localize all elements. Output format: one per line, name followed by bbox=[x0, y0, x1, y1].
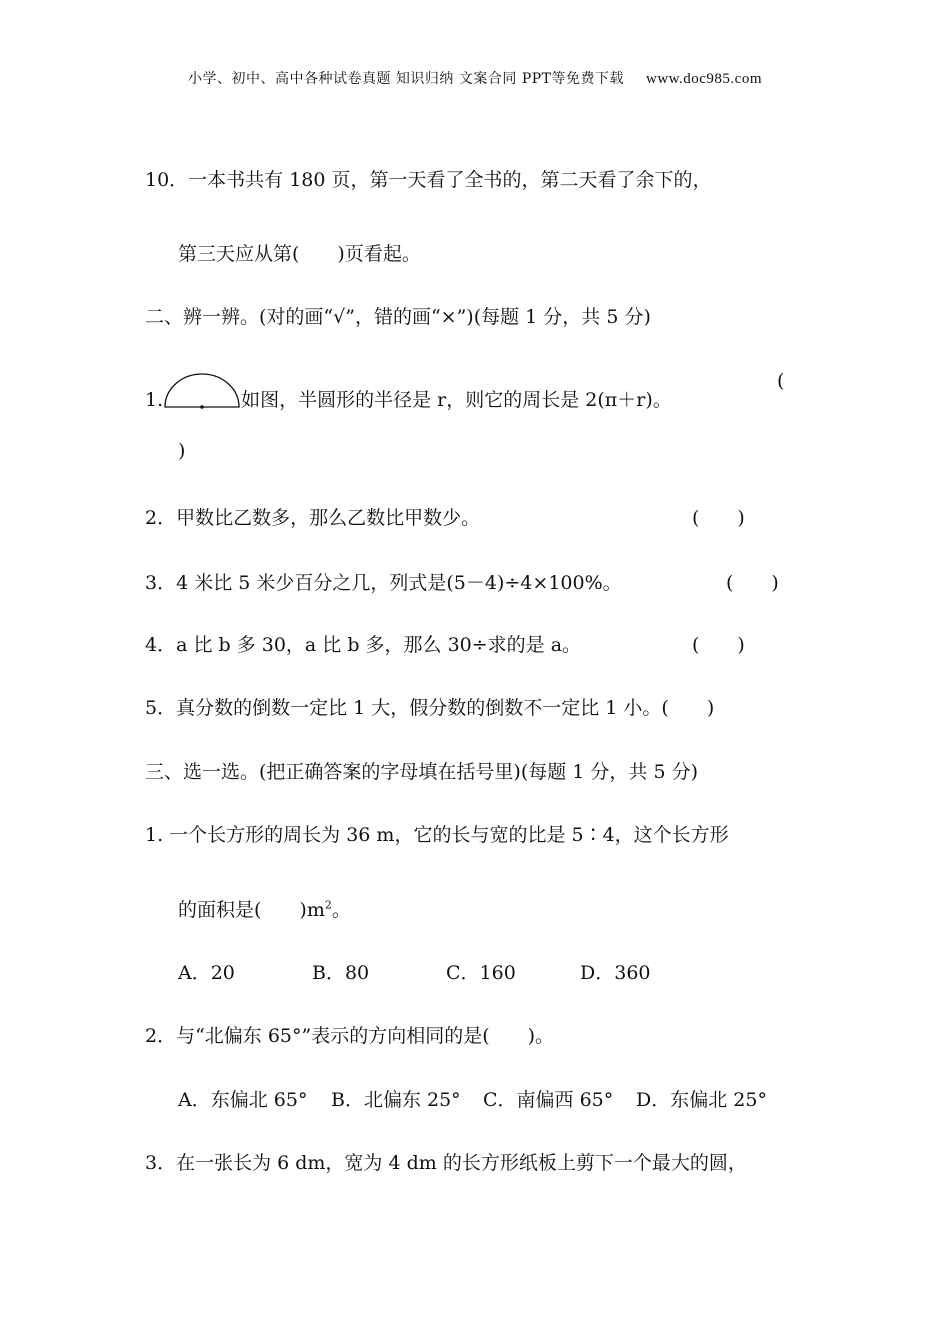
s2-q5: 5．真分数的倒数一定比 1 大，假分数的倒数不一定比 1 小。( ) bbox=[145, 697, 715, 719]
s2-q2: 2．甲数比乙数多，那么乙数比甲数少。 bbox=[145, 507, 481, 529]
s3-q1-line2 bbox=[178, 895, 351, 922]
s3-q3: 3．在一张长为 6 dm，宽为 4 dm 的长方形纸板上剪下一个最大的圆， bbox=[145, 1152, 747, 1174]
s2-q1-open-paren: ( bbox=[777, 370, 785, 392]
s2-q1 bbox=[145, 370, 672, 412]
s3-q1-option-a: A．20 bbox=[178, 962, 235, 984]
q10-line2: 第三天应从第( )页看起。 bbox=[178, 243, 421, 265]
s2-q1-text: 如图，半圆形的半径是 r，则它的周长是 2(π＋r)。 bbox=[241, 389, 672, 411]
s3-q2-option-a: A．东偏北 65° bbox=[178, 1089, 308, 1111]
s2-q3: 3．4 米比 5 米少百分之几，列式是(5－4)÷4×100%。 bbox=[145, 572, 622, 594]
q10-line1: 10．一本书共有 180 页，第一天看了全书的，第二天看了余下的， bbox=[145, 169, 712, 191]
s3-q1-sup: 2 bbox=[324, 898, 332, 912]
header-site: www.doc985.com bbox=[646, 71, 763, 87]
s3-q1-option-c: C．160 bbox=[446, 962, 516, 984]
s3-q1-end: 。 bbox=[331, 899, 351, 921]
s2-q1-close-paren: ) bbox=[178, 440, 186, 462]
s3-q1-line1: 1. 一个长方形的周长为 36 m，它的长与宽的比是 5∶4，这个长方形 bbox=[145, 824, 729, 846]
s3-q2: 2．与“北偏东 65°”表示的方向相同的是( )。 bbox=[145, 1025, 555, 1047]
semicircle-figure bbox=[163, 370, 241, 410]
s2-q4: 4．a 比 b 多 30，a 比 b 多，那么 30÷求的是 a。 bbox=[145, 634, 582, 656]
s2-q1-num: 1. bbox=[145, 389, 164, 411]
page-header bbox=[0, 68, 950, 88]
s2-q2-answer: ( ) bbox=[692, 507, 745, 529]
section2-title: 二、辨一辨。(对的画“√”，错的画“×”)(每题 1 分，共 5 分) bbox=[145, 306, 651, 328]
s3-q2-option-b: B．北偏东 25° bbox=[331, 1089, 461, 1111]
s3-q1-line2-text: 的面积是( )m bbox=[178, 899, 325, 921]
s3-q1-option-b: B．80 bbox=[312, 962, 370, 984]
s3-q2-option-d: D．东偏北 25° bbox=[636, 1089, 767, 1111]
s3-q2-option-c: C．南偏西 65° bbox=[483, 1089, 614, 1111]
header-text: 小学、初中、高中各种试卷真题 知识归纳 文案合同 PPT等免费下载 bbox=[187, 71, 624, 87]
s2-q3-answer: ( ) bbox=[726, 572, 779, 594]
s2-q4-answer: ( ) bbox=[692, 634, 745, 656]
section3-title: 三、选一选。(把正确答案的字母填在括号里)(每题 1 分，共 5 分) bbox=[145, 761, 698, 783]
s3-q1-option-d: D．360 bbox=[580, 962, 651, 984]
